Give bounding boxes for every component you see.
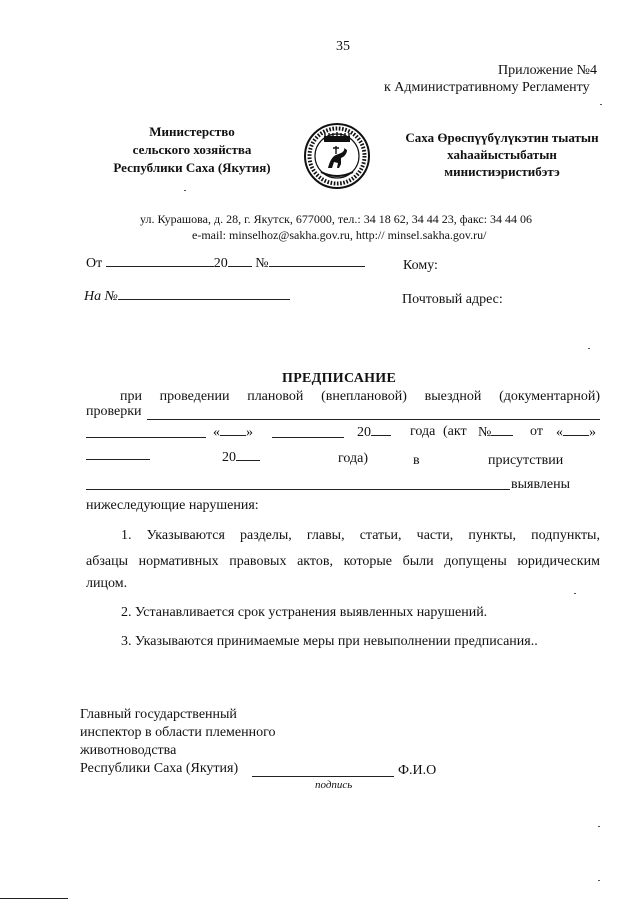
line4-blank-start [86, 459, 150, 460]
item1-word: Указываются [146, 528, 225, 543]
presence-word: присутствии [488, 453, 564, 468]
line3-year [357, 424, 391, 441]
intro-word: (внеплановой) [321, 389, 407, 404]
presence-blank [86, 489, 510, 490]
document-title: ПРЕДПИСАНИЕ [282, 371, 397, 386]
ministry-ru-line1: Министерство [149, 124, 235, 139]
scan-speck [588, 348, 590, 349]
scan-speck [574, 593, 576, 594]
year-prefix: 20 [357, 425, 371, 440]
item1-line1 [121, 528, 600, 544]
appendix-title: Приложение №4 [498, 63, 597, 78]
signer-title-line2: инспектор в области племенного [80, 725, 276, 740]
item1-word: разделы, [240, 528, 292, 543]
year-prefix-2: 20 [222, 450, 236, 465]
year-word-2: года) [338, 451, 368, 466]
item3: 3. Указываются принимаемые меры при невыполнении предписания.. [121, 634, 538, 649]
item1-word: нормативных [138, 554, 219, 569]
from-year-prefix: 20 [213, 256, 228, 271]
year-blank-2 [236, 449, 260, 461]
year-word: года [410, 424, 436, 439]
signature-line [252, 776, 394, 777]
number-sign: № [478, 425, 492, 440]
line3-date [213, 424, 253, 441]
item1-word: статьи, [359, 528, 402, 543]
ministry-ru-line3: Республики Саха (Якутия) [113, 160, 271, 175]
scan-speck [184, 190, 186, 191]
year-blank [371, 424, 391, 436]
intro-word: проведении [159, 389, 230, 404]
intro-word: выездной [424, 389, 482, 404]
from-word: от [530, 424, 543, 439]
open-quote: « [213, 425, 220, 440]
from-date-blank [106, 255, 214, 267]
item1-word: актов, [297, 554, 333, 569]
act-day-blank [563, 424, 589, 436]
item1-word: были [402, 554, 434, 569]
from-field [86, 255, 365, 272]
page-number: 35 [336, 39, 350, 54]
act-date [556, 424, 596, 441]
signature-caption: подпись [315, 779, 353, 791]
act-number [478, 424, 513, 441]
open-quote-2: « [556, 425, 563, 440]
reference-field [84, 288, 290, 305]
item1-word: абзацы [86, 554, 128, 569]
found-word: выявлены [511, 477, 570, 492]
signer-title-line4: Республики Саха (Якутия) [80, 761, 239, 776]
from-year-blank [228, 255, 252, 267]
intro-word: плановой [247, 389, 304, 404]
signer-title-line1: Главный государственный [80, 707, 237, 722]
appendix-subtitle: к Административному Регламенту [384, 80, 590, 95]
act-word: (акт [443, 424, 467, 439]
intro-word: (документарной) [499, 389, 600, 404]
scan-speck [598, 826, 600, 827]
scan-speck [598, 880, 600, 881]
item1-word: 1. [121, 528, 132, 543]
violations-heading: нижеследующие нарушения: [86, 498, 259, 513]
from-label: От [86, 256, 103, 271]
ministry-ru-line2: сельского хозяйства [132, 142, 252, 157]
contacts-line: e-mail: minselhoz@sakha.gov.ru, http:// minsel.sakha.gov.ru/ [192, 228, 487, 242]
intro-line1 [120, 389, 600, 405]
address-line: ул. Курашова, д. 28, г. Якутск, 677000, тел.: 34 18 62, 34 44 23, факс: 34 44 06 [140, 212, 533, 226]
item1-word: которые [343, 554, 393, 569]
in-word: в [413, 453, 420, 468]
act-number-blank [491, 424, 513, 436]
item1-word: юридическим [517, 554, 600, 569]
from-number-sign: № [255, 256, 269, 271]
ministry-sakha-line3: министиэристибэтэ [444, 164, 560, 179]
ministry-sakha-line2: хаһаайыстыбатын [447, 147, 557, 162]
ministry-sakha-line1: Саха Өрөспүүбүлүкэтин тыатын [405, 130, 599, 145]
item1-word: допущены [444, 554, 507, 569]
reference-label: На № [84, 289, 118, 304]
footer-line [0, 898, 68, 899]
day-blank [220, 424, 246, 436]
line3-blank-start [86, 437, 206, 438]
signer-name: Ф.И.О [398, 763, 437, 778]
inspection-label: проверки [86, 404, 142, 419]
postal-label: Почтовый адрес: [402, 292, 503, 307]
to-label: Кому: [403, 258, 438, 273]
inspection-blank [147, 419, 600, 420]
item1-word: подпункты, [531, 528, 600, 543]
line4-year [222, 449, 260, 466]
month-blank [272, 437, 344, 438]
item2: 2. Устанавливается срок устранения выявленных нарушений. [121, 605, 488, 620]
signer-title-line3: животноводства [80, 743, 177, 758]
reference-blank [118, 288, 290, 300]
item1-word: пункты, [468, 528, 517, 543]
close-quote-2: » [589, 425, 596, 440]
item1-line3: лицом. [86, 576, 128, 591]
item1-word: правовых [229, 554, 287, 569]
coat-of-arms-emblem [303, 122, 371, 190]
close-quote: » [246, 425, 253, 440]
intro-word: при [120, 389, 142, 404]
item1-word: главы, [306, 528, 345, 543]
item1-line2 [86, 554, 600, 570]
item1-word: части, [416, 528, 454, 543]
from-number-blank [269, 255, 365, 267]
scan-speck [600, 104, 602, 105]
